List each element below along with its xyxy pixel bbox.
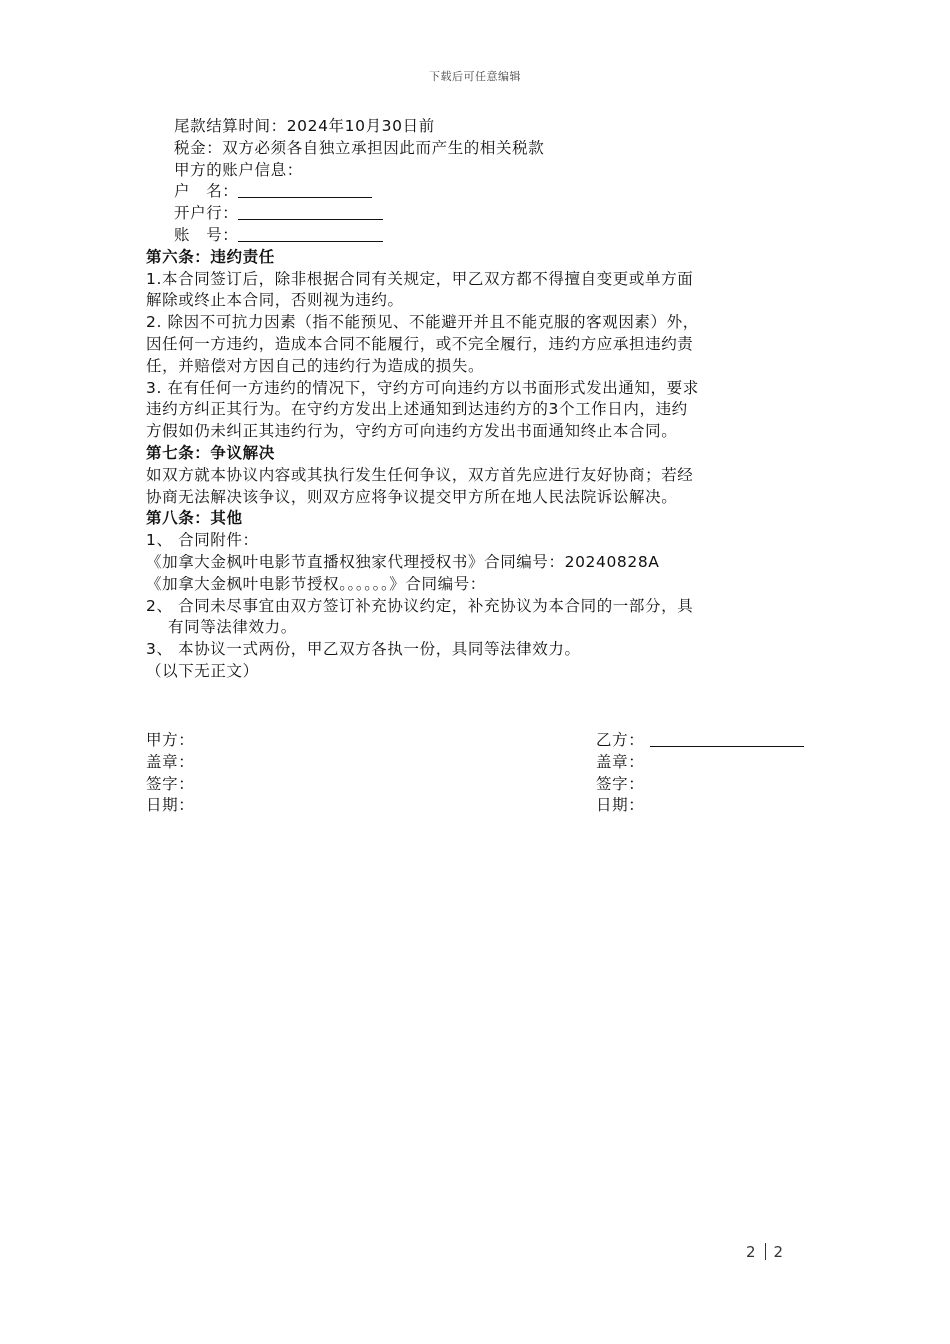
article8-item2-cont: 有同等法律效力。 [168, 618, 297, 637]
article7-title: 第七条：争议解决 [146, 443, 275, 462]
party-b-row [596, 730, 826, 752]
article8-item1: 1、 合同附件： [146, 531, 259, 550]
article8-item2: 2、 合同未尽事宜由双方签订补充协议约定，补充协议为本合同的一部分，具 [146, 596, 694, 615]
account-info-title: 甲方的账户信息： [174, 160, 303, 179]
article8-item3: 3、 本协议一式两份，甲乙双方各执一份，具同等法律效力。 [146, 640, 581, 659]
article6-line: 因任何一方违约，造成本合同不能履行，或不完全履行，违约方应承担违约责 [146, 334, 694, 353]
party-b-seal: 盖章： [596, 752, 645, 771]
final-settlement-line: 尾款结算时间：2024年10月30日前 [174, 117, 435, 135]
account-name-row [146, 181, 806, 203]
article7-line: 如双方就本协议内容或其执行发生任何争议，双方首先应进行友好协商；若经 [146, 465, 694, 484]
party-b-date: 日期： [596, 796, 645, 815]
account-number-label: 账 号： [174, 225, 239, 244]
article6-title: 第六条：违约责任 [146, 247, 275, 266]
party-a-signature-block [146, 730, 386, 817]
bank-blank [238, 203, 383, 220]
account-name-blank [238, 181, 372, 198]
article6-line: 任，并赔偿对方因自己的违约行为造成的损失。 [146, 356, 485, 375]
account-number-blank [238, 225, 383, 242]
page-number [746, 1243, 784, 1261]
party-a-label: 甲方： [146, 731, 195, 749]
account-number-row [146, 225, 806, 247]
header-note: 下载后可任意编辑 [429, 70, 521, 83]
article6-line: 1.本合同签订后，除非根据合同有关规定，甲乙双方都不得擅自变更或单方面 [146, 269, 694, 288]
bank-label: 开户行： [174, 204, 239, 223]
account-name-label: 户 名： [174, 182, 239, 201]
page-current: 2 [746, 1243, 757, 1261]
party-b-sign: 签字： [596, 774, 645, 793]
article7-line: 协商无法解决该争议，则双方应将争议提交甲方所在地人民法院诉讼解决。 [146, 487, 678, 506]
article6-line: 违约方纠正其行为。在守约方发出上述通知到达违约方的3个工作日内，违约 [146, 400, 688, 419]
party-a-date: 日期： [146, 796, 195, 815]
article6-line: 3. 在有任何一方违约的情况下，守约方可向违约方以书面形式发出通知，要求 [146, 378, 699, 397]
party-b-label: 乙方： [596, 731, 645, 749]
attachment-2: 《加拿大金枫叶电影节授权。。。。。。》合同编号： [146, 574, 486, 593]
attachment-1: 《加拿大金枫叶电影节直播权独家代理授权书》合同编号：20240828A [146, 552, 660, 571]
article6-line: 2. 除因不可抗力因素（指不能预见、不能避开并且不能克服的客观因素）外， [146, 313, 699, 332]
party-b-signature-block [596, 730, 826, 817]
article8-title: 第八条：其他 [146, 509, 243, 528]
tax-line: 税金：双方必须各自独立承担因此而产生的相关税款 [174, 138, 545, 157]
article6-line: 解除或终止本合同，否则视为违约。 [146, 291, 404, 310]
party-b-blank [650, 730, 804, 747]
page-total: 2 [773, 1243, 785, 1261]
end-note: （以下无正文） [146, 661, 259, 680]
page-separator [765, 1243, 766, 1260]
party-a-seal: 盖章： [146, 752, 195, 771]
article6-line: 方假如仍未纠正其违约行为，守约方可向违约方发出书面通知终止本合同。 [146, 422, 678, 441]
party-a-sign: 签字： [146, 774, 195, 793]
document-body [146, 116, 806, 683]
bank-row [146, 203, 806, 225]
